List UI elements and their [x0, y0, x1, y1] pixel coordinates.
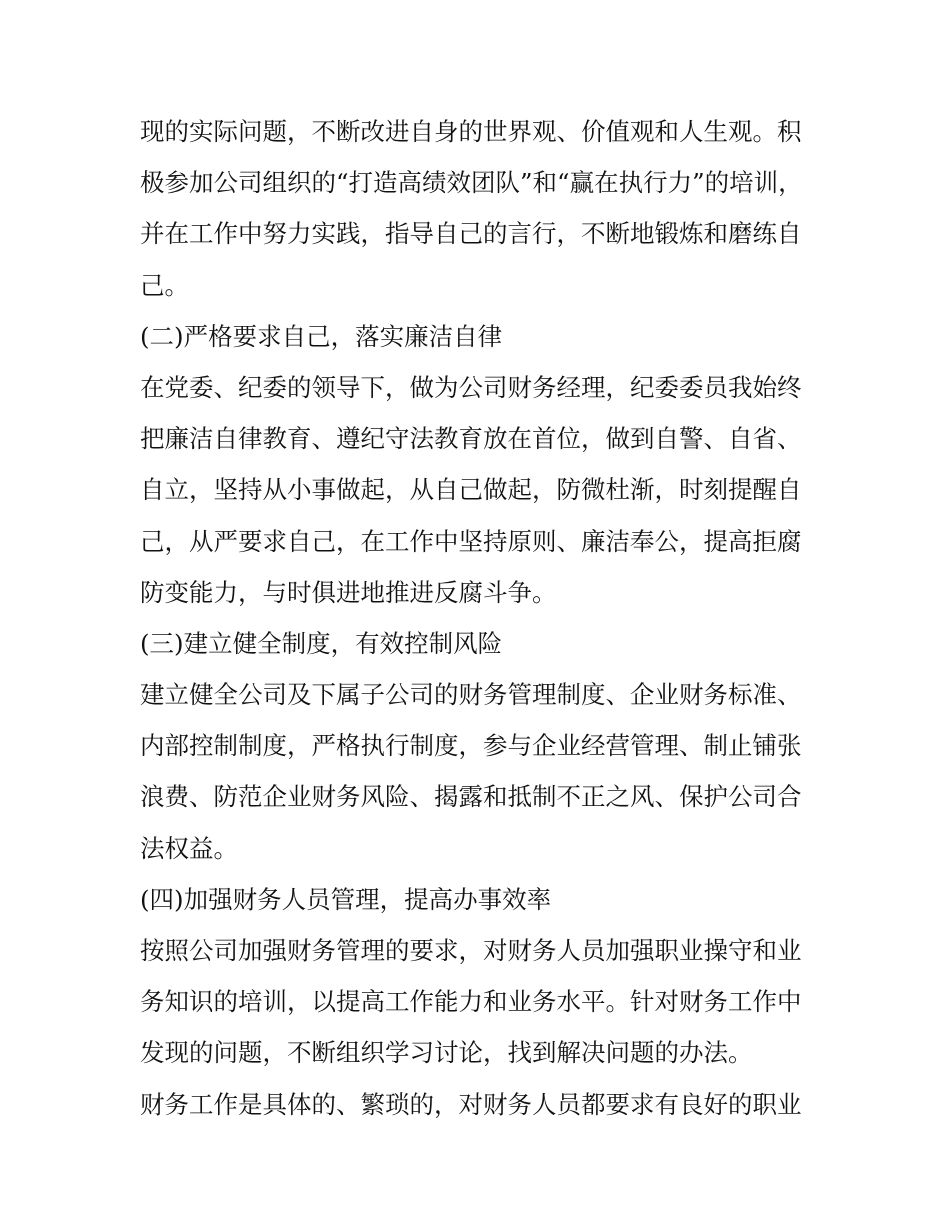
text-line: 在党委、纪委的领导下，做为公司财务经理，纪委委员我始终 — [140, 372, 802, 402]
document-body — [140, 106, 820, 1130]
text-line: 现的实际问题，不断改进自身的世界观、价值观和人生观。积 — [140, 117, 802, 146]
text-line: 自立，坚持从小事做起，从自己做起，防微杜渐，时刻提醒自 — [140, 475, 802, 505]
text-line: 浪费、防范企业财务风险、揭露和抵制不正之风、保护公司合 — [140, 782, 802, 812]
text-line: 务知识的培训，以提高工作能力和业务水平。针对财务工作中 — [140, 987, 802, 1017]
text-line: 内部控制制度，严格执行制度，参与企业经营管理、制止铺张 — [140, 731, 802, 761]
text-line: 并在工作中努力实践，指导自己的言行，不断地锻炼和磨练自 — [140, 219, 802, 249]
section-heading: (三)建立健全制度，有效控制风险 — [140, 628, 503, 658]
text-line: 己。 — [140, 270, 189, 300]
section-heading: (四)加强财务人员管理，提高办事效率 — [140, 884, 552, 914]
text-line: 建立健全公司及下属子公司的财务管理制度、企业财务标准、 — [140, 680, 802, 710]
text-line: 法权益。 — [140, 833, 238, 863]
text-line: 防变能力，与时俱进地推进反腐斗争。 — [140, 577, 557, 607]
section-heading: (二)严格要求自己，落实廉洁自律 — [140, 321, 503, 351]
text-line: 极参加公司组织的“打造高绩效团队”和“赢在执行力”的培训， — [140, 168, 803, 198]
text-line: 把廉洁自律教育、遵纪守法教育放在首位，做到自警、自省、 — [140, 424, 802, 454]
text-line: 财务工作是具体的、繁琐的，对财务人员都要求有良好的职业 — [140, 1089, 802, 1119]
text-line: 按照公司加强财务管理的要求，对财务人员加强职业操守和业 — [140, 936, 802, 965]
text-line: 发现的问题，不断组织学习讨论，找到解决问题的办法。 — [140, 1038, 753, 1068]
text-line: 己，从严要求自己，在工作中坚持原则、廉洁奉公，提高拒腐 — [140, 526, 802, 556]
